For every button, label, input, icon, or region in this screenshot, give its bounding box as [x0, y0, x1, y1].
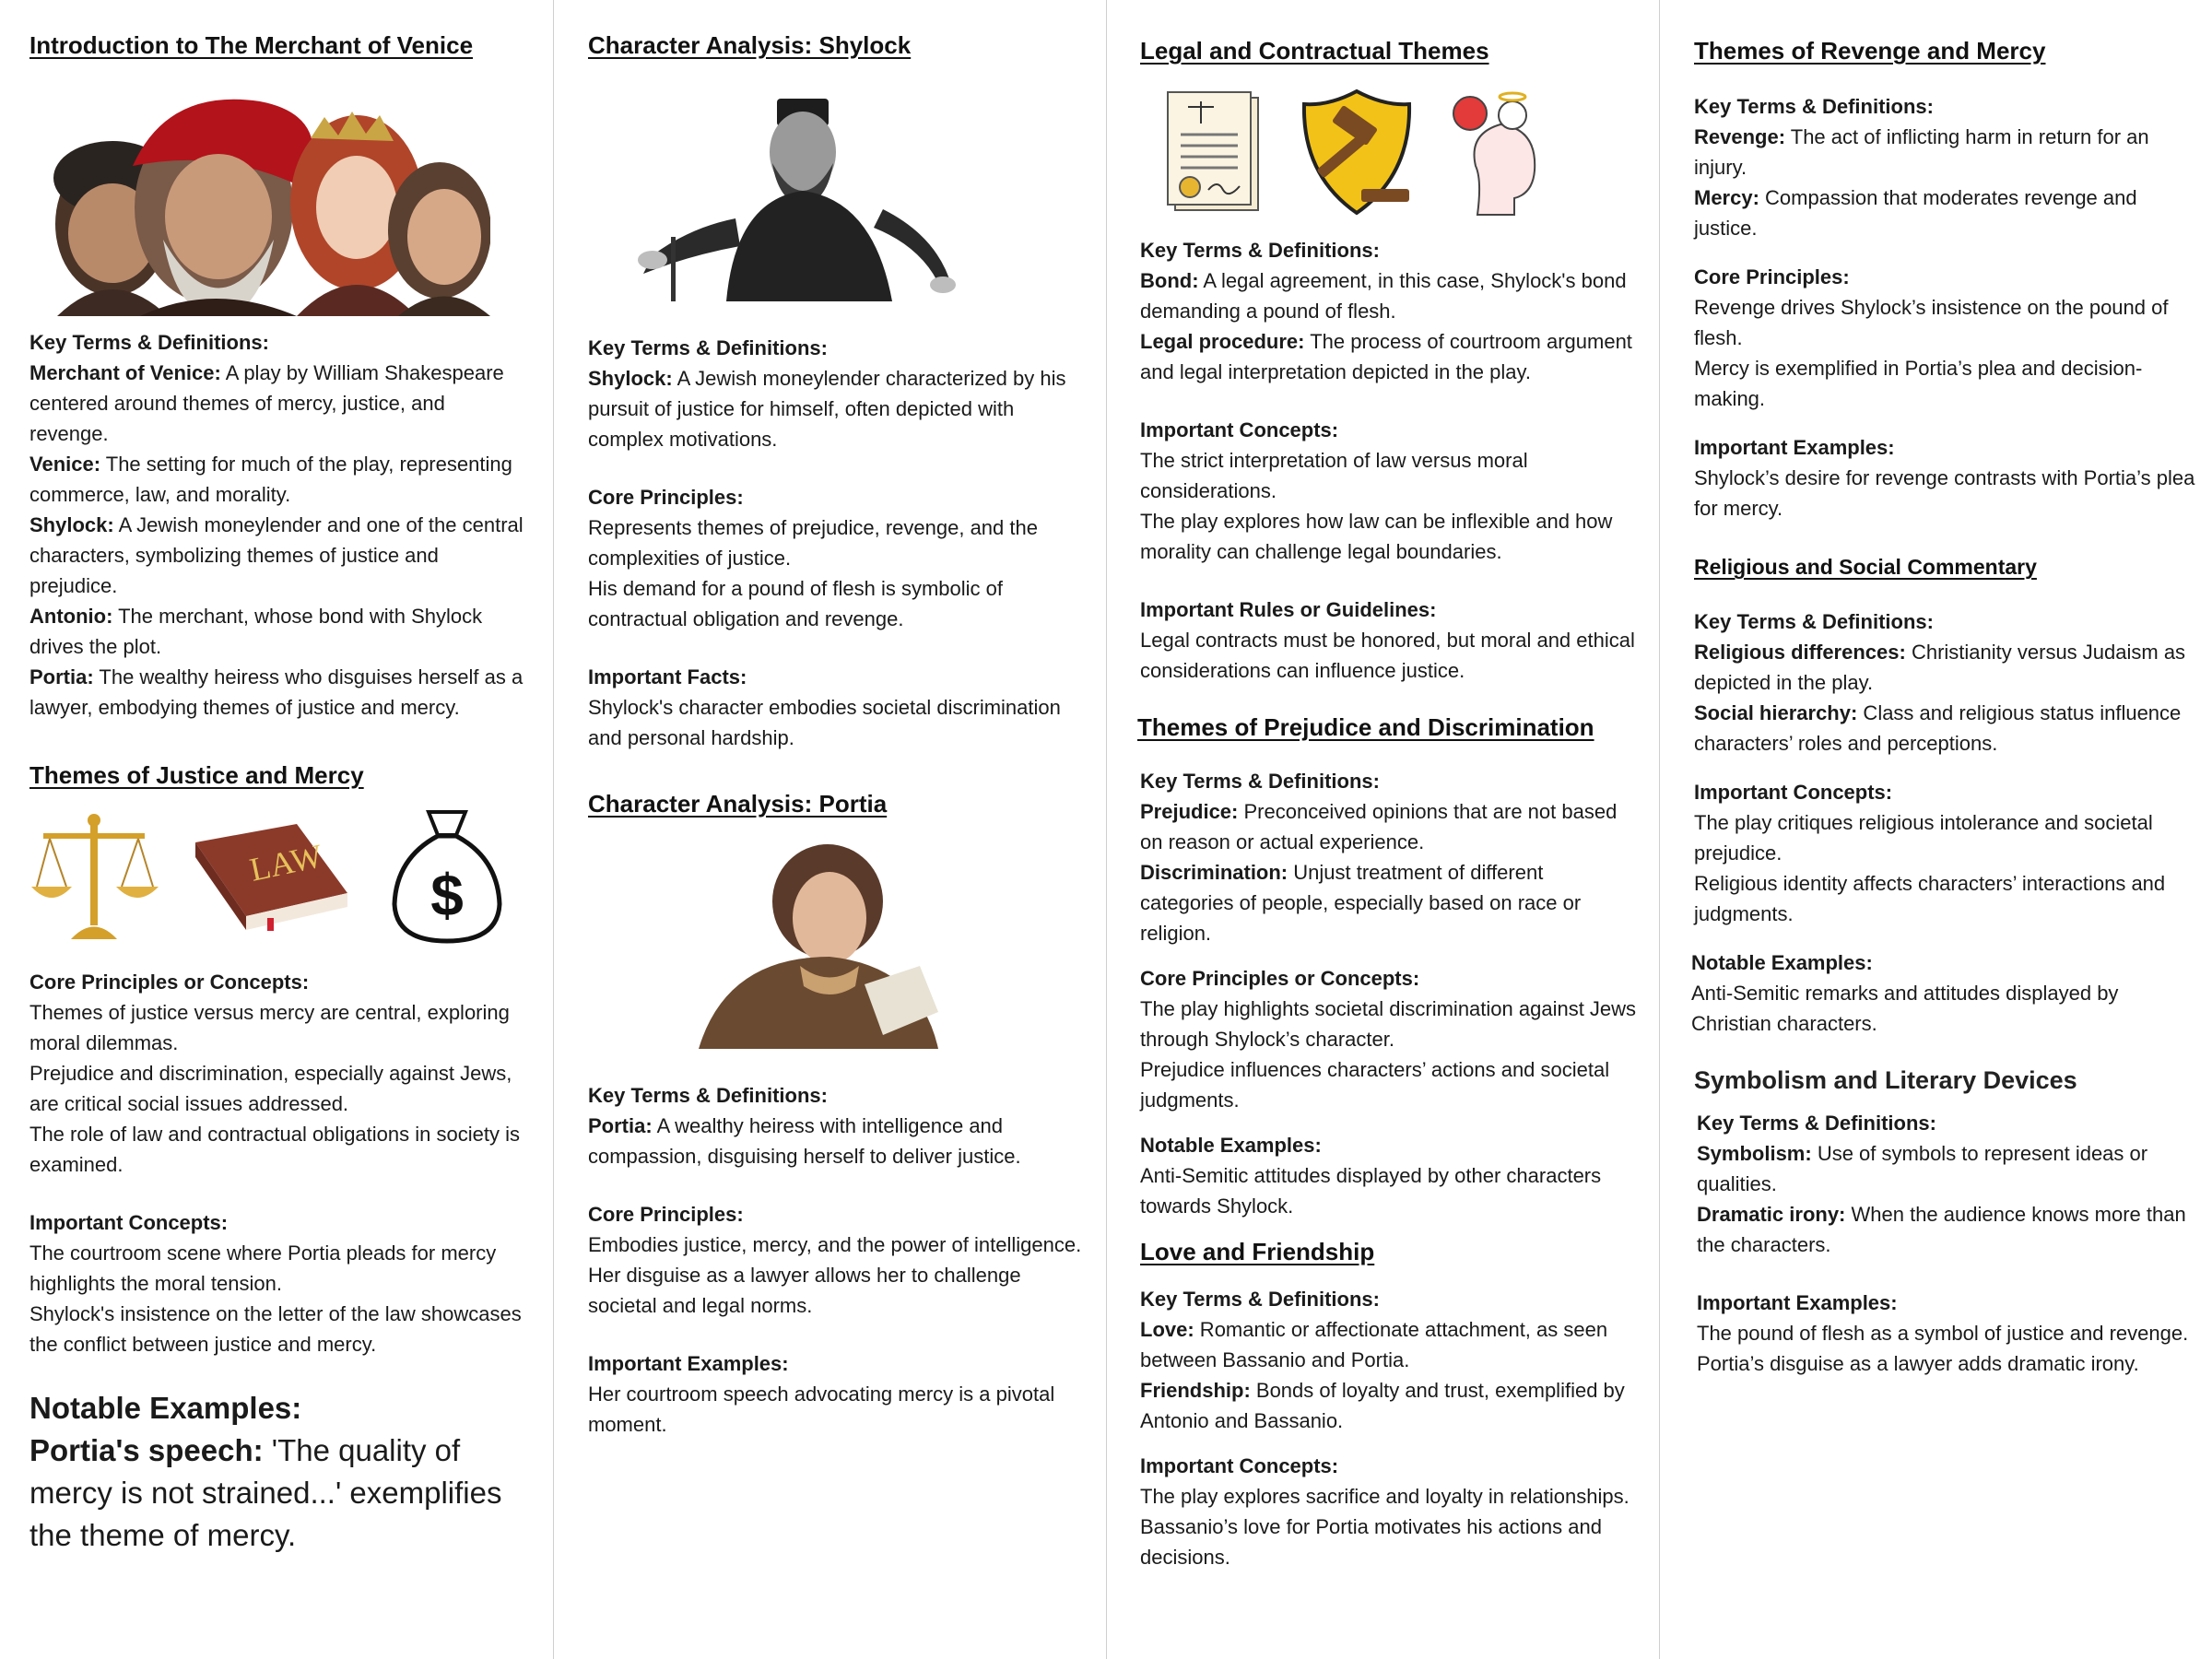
term-entry: Bond: A legal agreement, in this case, Shylock's bond demanding a pound of flesh. [1140, 269, 1627, 324]
svg-text:$: $ [430, 862, 464, 929]
key-terms-label: Key Terms & Definitions: [588, 1084, 828, 1108]
love-key-terms [1140, 1284, 1638, 1436]
notable-line: Anti-Semitic attitudes displayed by other characters towards Shylock. [1140, 1164, 1602, 1218]
key-terms-label: Key Terms & Definitions: [29, 331, 269, 355]
legal-rules-block [1140, 594, 1638, 686]
concept-line: The play explores how law can be inflexible and how morality can challenge legal boundaries. [1140, 510, 1613, 564]
shylock-title: Character Analysis: Shylock [588, 31, 912, 59]
portia-title: Character Analysis: Portia [588, 790, 888, 818]
law-book-icon [186, 806, 352, 944]
legal-title: Legal and Contractual Themes [1140, 37, 1489, 65]
column-3 [1137, 0, 1638, 1659]
core-label: Core Principles or Concepts: [29, 971, 310, 994]
shylock-image [588, 71, 1086, 301]
svg-text:LAW: LAW [246, 837, 326, 889]
concepts-label: Important Concepts: [1140, 418, 1339, 442]
religious-key-terms [1694, 606, 2196, 759]
key-terms-label: Key Terms & Definitions: [1694, 95, 1934, 119]
prejudice-title: Themes of Prejudice and Discrimination [1137, 713, 1594, 742]
core-line: Represents themes of prejudice, revenge, and the complexities of justice. [588, 516, 1038, 571]
column-divider [1659, 0, 1660, 1659]
concepts-label: Important Concepts: [1140, 1453, 1339, 1477]
concept-line: Shylock's insistence on the letter of the law showcases the conflict between justice and mercy. [29, 1302, 522, 1357]
core-line: Her disguise as a lawyer allows her to challenge societal and legal norms. [588, 1264, 1021, 1318]
term-entry: Dramatic irony: When the audience knows more than the characters. [1697, 1202, 2186, 1256]
term-entry: Legal procedure: The process of courtroom argument and legal interpretation depicted in the play. [1140, 330, 1632, 384]
portia-image [588, 828, 1086, 1049]
notable-label: Notable Examples: [1691, 950, 1873, 974]
concepts-label: Important Concepts: [1694, 780, 1893, 804]
scales-icon [29, 806, 159, 944]
term-entry: Love: Romantic or affectionate attachment, as seen between Bassanio and Portia. [1140, 1317, 1608, 1371]
core-label: Core Principles or Concepts: [1140, 967, 1420, 991]
example-line: The pound of flesh as a symbol of justice and revenge. [1697, 1321, 2189, 1345]
rule-line: Legal contracts must be honored, but moral and ethical considerations can influence justice. [1140, 629, 1635, 683]
contract-document-icon [1164, 90, 1265, 215]
gavel-shield-icon [1297, 88, 1417, 217]
justice-title: Themes of Justice and Mercy [29, 761, 364, 790]
term-entry: Shylock: A Jewish moneylender and one of the central characters, symbolizing themes of justice and prejudice. [29, 513, 524, 598]
notable-label: Notable Examples: [29, 1391, 302, 1426]
key-terms-label: Key Terms & Definitions: [1697, 1111, 1936, 1135]
love-concepts-block [1140, 1451, 1638, 1572]
example-line: Her courtroom speech advocating mercy is a pivotal moment. [588, 1382, 1055, 1437]
prejudice-core-block [1140, 963, 1638, 1115]
term-entry: Friendship: Bonds of loyalty and trust, exemplified by Antonio and Bassanio. [1140, 1378, 1625, 1432]
religious-title: Religious and Social Commentary [1694, 555, 2037, 580]
key-terms-label: Key Terms & Definitions: [1140, 1287, 1380, 1311]
term-entry: Portia: The wealthy heiress who disguises herself as a lawyer, embodying themes of justice and mercy. [29, 665, 524, 720]
core-line: Prejudice influences characters’ actions and societal judgments. [1140, 1058, 1610, 1112]
term-entry: Religious differences: Christianity versus Judaism as depicted in the play. [1694, 640, 2186, 694]
portia-core-block [588, 1199, 1086, 1321]
symbolism-key-terms [1697, 1108, 2196, 1260]
justice-core-block [29, 967, 527, 1180]
term-entry: Shylock: A Jewish moneylender characterized by his pursuit of justice for himself, often depicted with complex motivations. [588, 367, 1066, 452]
term-entry: Symbolism: Use of symbols to represent ideas or qualities. [1697, 1141, 2148, 1195]
term-entry: Prejudice: Preconceived opinions that are not based on reason or actual experience. [1140, 800, 1618, 854]
cast-portrait-image [29, 69, 490, 316]
core-label: Core Principles: [1694, 265, 1850, 289]
core-label: Core Principles: [588, 1203, 744, 1227]
shylock-facts-block [588, 662, 1086, 753]
term-entry: Antonio: The merchant, whose bond with Shylock drives the plot. [29, 605, 483, 659]
love-title: Love and Friendship [1140, 1238, 1375, 1266]
core-line: Prejudice and discrimination, especially against Jews, are critical social issues addressed. [29, 1062, 512, 1116]
revenge-core-block [1694, 262, 2196, 414]
concepts-label: Important Concepts: [29, 1211, 229, 1235]
legal-concepts-block [1140, 415, 1638, 567]
notable-examples-block [29, 1387, 527, 1557]
core-line: Themes of justice versus mercy are central, exploring moral dilemmas. [29, 1001, 510, 1055]
facts-label: Important Facts: [588, 665, 747, 689]
core-line: His demand for a pound of flesh is symbolic of contractual obligation and revenge. [588, 577, 1004, 631]
concept-line: The courtroom scene where Portia pleads for mercy highlights the moral tension. [29, 1241, 497, 1296]
devil-angel-head-icon [1450, 88, 1542, 217]
money-bag-icon [387, 803, 507, 947]
column-4 [1691, 0, 2196, 1659]
core-line: Embodies justice, mercy, and the power of intelligence. [588, 1233, 1082, 1257]
concept-line: Religious identity affects characters’ interactions and judgments. [1694, 871, 2166, 925]
justice-icons [29, 803, 527, 947]
revenge-title: Themes of Revenge and Mercy [1694, 37, 2046, 65]
concept-line: The strict interpretation of law versus moral considerations. [1140, 449, 1528, 503]
core-label: Core Principles: [588, 486, 744, 510]
fact-line: Shylock's character embodies societal discrimination and personal hardship. [588, 696, 1061, 750]
symbolism-examples-block [1697, 1288, 2196, 1379]
key-terms-label: Key Terms & Definitions: [1140, 239, 1380, 263]
column-divider [553, 0, 554, 1659]
examples-label: Important Examples: [1694, 436, 1895, 460]
revenge-key-terms [1694, 91, 2196, 243]
core-line: The play highlights societal discrimination against Jews through Shylock’s character. [1140, 997, 1637, 1052]
examples-label: Important Examples: [1697, 1290, 1898, 1314]
prejudice-notable-block [1140, 1130, 1638, 1221]
term-entry: Venice: The setting for much of the play, representing commerce, law, and morality. [29, 453, 512, 507]
prejudice-key-terms [1140, 766, 1638, 948]
notable-entry: Portia's speech: 'The quality of mercy is not strained...' exemplifies the theme of mercy. [29, 1433, 502, 1553]
core-line: Revenge drives Shylock’s insistence on the pound of flesh. [1694, 296, 2169, 350]
concept-line: The play explores sacrifice and loyalty in relationships. [1140, 1484, 1630, 1508]
core-line: The role of law and contractual obligations in society is examined. [29, 1123, 520, 1177]
term-entry: Discrimination: Unjust treatment of different categories of people, especially based on race or religion. [1140, 861, 1582, 946]
notable-label: Notable Examples: [1140, 1134, 1322, 1158]
concept-line: The play critiques religious intolerance and societal prejudice. [1694, 810, 2153, 865]
term-entry: Revenge: The act of inflicting harm in return for an injury. [1694, 125, 2149, 180]
key-terms-label: Key Terms & Definitions: [588, 336, 828, 360]
term-entry: Merchant of Venice: A play by William Shakespeare centered around themes of mercy, justice, and revenge. [29, 361, 504, 446]
legal-key-terms [1140, 235, 1638, 387]
column-1 [29, 0, 527, 1659]
revenge-examples-block [1694, 432, 2196, 524]
shylock-core-block [588, 482, 1086, 634]
legal-icons [1140, 88, 1638, 217]
symbolism-title: Symbolism and Literary Devices [1694, 1065, 2077, 1094]
concept-line: Bassanio’s love for Portia motivates his actions and decisions. [1140, 1514, 1602, 1569]
portia-key-terms [588, 1080, 1086, 1171]
intro-title: Introduction to The Merchant of Venice [29, 31, 474, 59]
rules-label: Important Rules or Guidelines: [1140, 598, 1437, 622]
examples-label: Important Examples: [588, 1352, 789, 1376]
justice-concepts-block [29, 1207, 527, 1359]
religious-notable-block [1691, 947, 2196, 1039]
notable-line: Anti-Semitic remarks and attitudes displayed by Christian characters. [1691, 981, 2119, 1035]
column-divider [1106, 0, 1107, 1659]
key-terms-label: Key Terms & Definitions: [1694, 609, 1934, 633]
example-line: Portia’s disguise as a lawyer adds dramatic irony. [1697, 1351, 2139, 1375]
term-entry: Mercy: Compassion that moderates revenge and justice. [1694, 186, 2137, 241]
religious-concepts-block [1694, 777, 2196, 929]
column-2 [588, 0, 1086, 1659]
term-entry: Social hierarchy: Class and religious status influence characters’ roles and perceptions. [1694, 700, 2182, 755]
key-terms-label: Key Terms & Definitions: [1140, 770, 1380, 794]
shylock-key-terms [588, 333, 1086, 454]
core-line: Mercy is exemplified in Portia’s plea and decision-making. [1694, 357, 2143, 411]
term-entry: Portia: A wealthy heiress with intelligence and compassion, disguising herself to deliver justice. [588, 1114, 1021, 1169]
portia-examples-block [588, 1348, 1086, 1440]
intro-key-terms [29, 327, 527, 723]
example-line: Shylock’s desire for revenge contrasts with Portia’s plea for mercy. [1694, 466, 2195, 521]
